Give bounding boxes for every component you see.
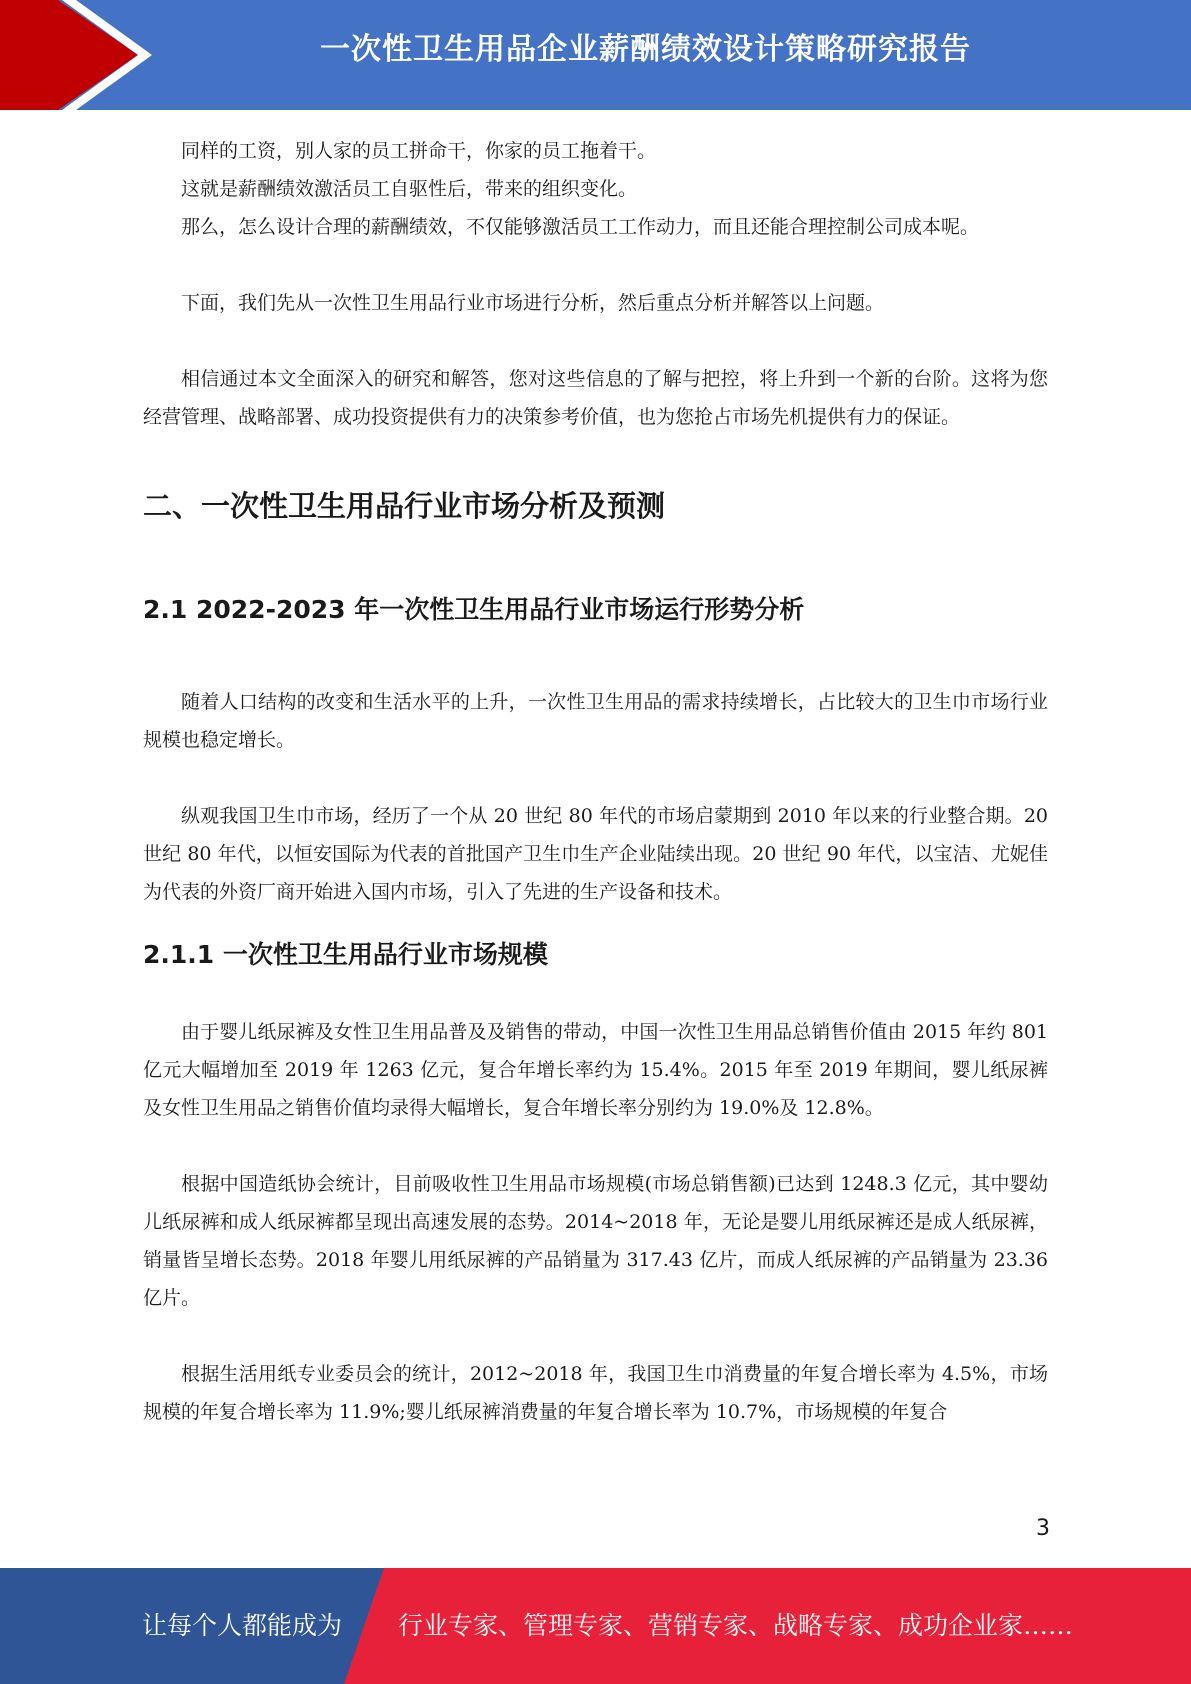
subsection-heading: 2.1.1 一次性卫生用品行业市场规模 bbox=[143, 940, 548, 969]
body-paragraph: 由于婴儿纸尿裤及女性卫生用品普及及销售的带动，中国一次性卫生用品总销售价值由 2015 年约 801 亿元大幅增加至 2019 年 1263 亿元，复合年增长率约为 15.4%。2015 年至 2019 年期间，婴儿纸尿裤及女性卫生用品之销售价值均录得大幅增长，复合年增长率分别约为 19.0%及 12.8%。 bbox=[143, 1021, 1048, 1119]
body-paragraph: 根据中国造纸协会统计，目前吸收性卫生用品市场规模(市场总销售额)已达到 1248.3 亿元，其中婴幼儿纸尿裤和成人纸尿裤都呈现出高速发展的态势。2014~2018 年，无论是婴儿用纸尿裤还是成人纸尿裤，销量皆呈增长态势。2018 年婴儿用纸尿裤的产品销量为 317.43 亿片，而成人纸尿裤的产品销量为 23.36 亿片。 bbox=[143, 1173, 1048, 1309]
intro-paragraph: 相信通过本文全面深入的研究和解答，您对这些信息的了解与把控，将上升到一个新的台阶。这将为您经营管理、战略部署、成功投资提供有力的决策参考价值，也为您抢占市场先机提供有力的保证。 bbox=[143, 368, 1048, 428]
subsection-heading: 2.1 2022-2023 年一次性卫生用品行业市场运行形势分析 bbox=[143, 595, 805, 624]
intro-paragraph: 同样的工资，别人家的员工拼命干，你家的员工拖着干。 bbox=[181, 140, 657, 162]
body-paragraph: 根据生活用纸专业委员会的统计，2012~2018 年，我国卫生巾消费量的年复合增长率为 4.5%，市场规模的年复合增长率为 11.9%;婴儿纸尿裤消费量的年复合增长率为 10.7%，市场规模的年复合 bbox=[143, 1363, 1048, 1423]
intro-paragraph: 那么，怎么设计合理的薪酬绩效，不仅能够激活员工工作动力，而且还能合理控制公司成本呢。 bbox=[181, 216, 980, 238]
body-paragraph: 纵观我国卫生巾市场，经历了一个从 20 世纪 80 年代的市场启蒙期到 2010 年以来的行业整合期。20 世纪 80 年代，以恒安国际为代表的首批国产卫生巾生产企业陆续出现。20 世纪 90 年代，以宝洁、尤妮佳为代表的外资厂商开始进入国内市场，引入了先进的生产设备和技术。 bbox=[143, 805, 1048, 903]
page-footer bbox=[0, 1568, 1191, 1684]
intro-paragraph: 下面，我们先从一次性卫生用品行业市场进行分析，然后重点分析并解答以上问题。 bbox=[181, 292, 885, 314]
intro-paragraph: 这就是薪酬绩效激活员工自驱性后，带来的组织变化。 bbox=[181, 178, 638, 200]
document-body bbox=[143, 132, 1048, 1431]
footer-slogan-right: 行业专家、管理专家、营销专家、战略专家、成功企业家…… bbox=[398, 1611, 1074, 1640]
red-arrow-shape bbox=[0, 0, 138, 110]
section-heading: 二、一次性卫生用品行业市场分析及预测 bbox=[143, 489, 666, 523]
page-number: 3 bbox=[1036, 1516, 1050, 1541]
header-title: 一次性卫生用品企业薪酬绩效设计策略研究报告 bbox=[320, 32, 971, 67]
page-header bbox=[0, 0, 1191, 110]
footer-slogan-left: 让每个人都能成为 bbox=[142, 1611, 343, 1640]
body-paragraph: 随着人口结构的改变和生活水平的上升，一次性卫生用品的需求持续增长，占比较大的卫生巾市场行业规模也稳定增长。 bbox=[143, 691, 1048, 751]
